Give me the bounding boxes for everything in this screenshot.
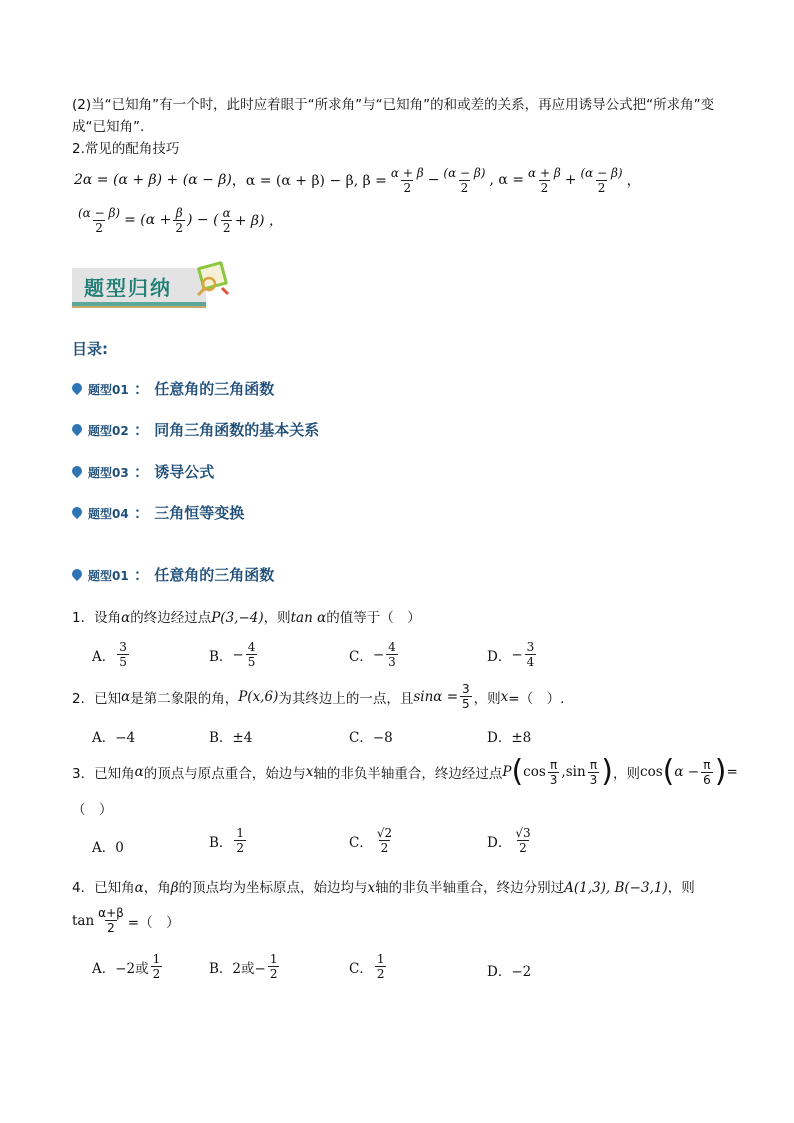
question-4-line-2: tan $\frac{\alpha+\beta}{2}$ =（ ） bbox=[72, 906, 180, 935]
option-4a[interactable]: A． −2或 $\frac{1}{2}$ bbox=[92, 952, 161, 981]
fraction: $\frac{1}{2}$ bbox=[152, 952, 161, 981]
formula-line-1 bbox=[74, 160, 641, 200]
option-1c[interactable]: C． − $\frac{4}{3}$ bbox=[349, 640, 396, 669]
toc-item-4[interactable]: 题型04 ： 三角恒等变换 bbox=[72, 502, 244, 523]
question-3-paren: （ ） bbox=[72, 802, 113, 818]
fraction: $\frac{(\alpha - \beta)}{2}$ bbox=[78, 205, 121, 235]
banner-underline bbox=[72, 302, 206, 306]
option-1d[interactable]: D． − $\frac{3}{4}$ bbox=[487, 640, 535, 669]
plus-sign: + bbox=[564, 172, 577, 188]
location-pin-icon bbox=[70, 566, 84, 580]
fraction: $\frac{3}{5}$ bbox=[462, 682, 470, 711]
fraction: $\frac{4}{5}$ bbox=[247, 640, 256, 669]
book-icon bbox=[192, 258, 232, 298]
fraction: $\frac{1}{2}$ bbox=[269, 952, 278, 981]
fraction: $\frac{√3}{2}$ bbox=[515, 826, 531, 855]
fraction: $\frac{√2}{2}$ bbox=[376, 826, 393, 855]
option-3a[interactable]: A．0 bbox=[92, 840, 124, 856]
location-pin-icon bbox=[70, 380, 84, 394]
fraction: $\frac{\pi}{3}$ bbox=[549, 757, 558, 787]
question-4: 4．已知角α，角β的顶点均为坐标原点，始边均与x轴的非负半轴重合，终边分别过A(1,3), B(−3,1)，则 bbox=[72, 880, 695, 896]
banner-label: 题型归纳 bbox=[84, 276, 172, 300]
toc-item-3[interactable]: 题型03 ： 诱导公式 bbox=[72, 461, 214, 482]
fraction: $\frac{\alpha + \beta}{2}$ bbox=[528, 165, 561, 195]
fraction: $\frac{4}{3}$ bbox=[388, 640, 396, 669]
fraction: $\frac{1}{2}$ bbox=[236, 826, 245, 855]
fraction: $\frac{\alpha+\beta}{2}$ bbox=[98, 906, 124, 935]
fraction: $\frac{\alpha}{2}$ bbox=[222, 205, 231, 235]
option-2a[interactable]: A．−4 bbox=[92, 730, 136, 746]
toc-item-1[interactable]: 题型01 ： 任意角的三角函数 bbox=[72, 378, 274, 399]
toc-item-2[interactable]: 题型02 ： 同角三角函数的基本关系 bbox=[72, 419, 319, 440]
formula-2alpha: 2α = (α + β) + (α − β) bbox=[74, 172, 232, 188]
intro-line-3: 2.常见的配角技巧 bbox=[72, 141, 180, 157]
minus-sign: − bbox=[427, 172, 440, 188]
question-3: 3．已知角 α 的顶点与原点重合，始边与 x 轴的非负半轴重合，终边经过点 P ( cos $\frac{\pi}{3}$ ,sin $\frac{\pi}{3}$ ) ，则 cos ( α − $\frac{\pi}{6}$ ) = bbox=[72, 754, 738, 789]
formula-alpha-eq: , α = bbox=[489, 172, 525, 188]
option-4d[interactable]: D．−2 bbox=[487, 964, 532, 980]
fraction: $\frac{\alpha + \beta}{2}$ bbox=[390, 165, 424, 195]
section-heading: 题型01 ： 任意角的三角函数 bbox=[72, 564, 274, 585]
fraction: $\frac{(\alpha - \beta)}{2}$ bbox=[443, 165, 486, 195]
location-pin-icon bbox=[70, 421, 84, 435]
formula-alpha-beta: ，α = (α + β) − β, β = bbox=[231, 173, 387, 189]
section-banner bbox=[72, 258, 212, 306]
formula-part: = (α + bbox=[124, 212, 172, 228]
intro-line-2: 成“已知角”. bbox=[72, 119, 145, 135]
question-2: 2．已知 α 是第二象限的角， P(x,6) 为其终边上的一点，且 sinα = $\frac{3}{5}$ ，则 x =（ ）. bbox=[72, 682, 565, 711]
option-4c[interactable]: C． $\frac{1}{2}$ bbox=[349, 952, 385, 981]
fraction: $\frac{3}{4}$ bbox=[526, 640, 535, 669]
formula-line-2 bbox=[74, 200, 283, 240]
option-2d[interactable]: D．±8 bbox=[487, 730, 532, 746]
formula-part: + β) ， bbox=[234, 213, 283, 229]
option-3d[interactable]: D． $\frac{√3}{2}$ bbox=[487, 826, 531, 855]
location-pin-icon bbox=[70, 463, 84, 477]
option-1b[interactable]: B． − $\frac{4}{5}$ bbox=[209, 640, 256, 669]
toc-title: 目录: bbox=[72, 340, 108, 358]
fraction: $\frac{1}{2}$ bbox=[376, 952, 385, 981]
option-3c[interactable]: C． $\frac{√2}{2}$ bbox=[349, 826, 393, 855]
fraction: $\frac{\beta}{2}$ bbox=[175, 205, 184, 235]
option-4b[interactable]: B． 2或− $\frac{1}{2}$ bbox=[209, 952, 278, 981]
option-3b[interactable]: B． $\frac{1}{2}$ bbox=[209, 826, 245, 855]
intro-line-1: (2)当“已知角”有一个时，此时应着眼于“所求角”与“已知角”的和或差的关系，再应用诱导公式把“所求角”变 bbox=[72, 97, 715, 113]
fraction: $\frac{\pi}{3}$ bbox=[589, 757, 598, 787]
fraction: $\frac{3}{5}$ bbox=[119, 640, 127, 669]
option-2c[interactable]: C．−8 bbox=[349, 730, 393, 746]
location-pin-icon bbox=[70, 504, 84, 518]
fraction: $\frac{\pi}{6}$ bbox=[703, 757, 711, 787]
comma: ， bbox=[626, 173, 641, 189]
formula-part: ) − ( bbox=[187, 212, 219, 228]
question-1: 1．设角α的终边经过点P(3,−4)，则tan α的值等于（ ） bbox=[72, 610, 421, 626]
fraction: $\frac{(\alpha - \beta)}{2}$ bbox=[580, 165, 623, 195]
option-1a[interactable]: A． $\frac{3}{5}$ bbox=[92, 640, 127, 669]
option-2b[interactable]: B．±4 bbox=[209, 730, 253, 746]
